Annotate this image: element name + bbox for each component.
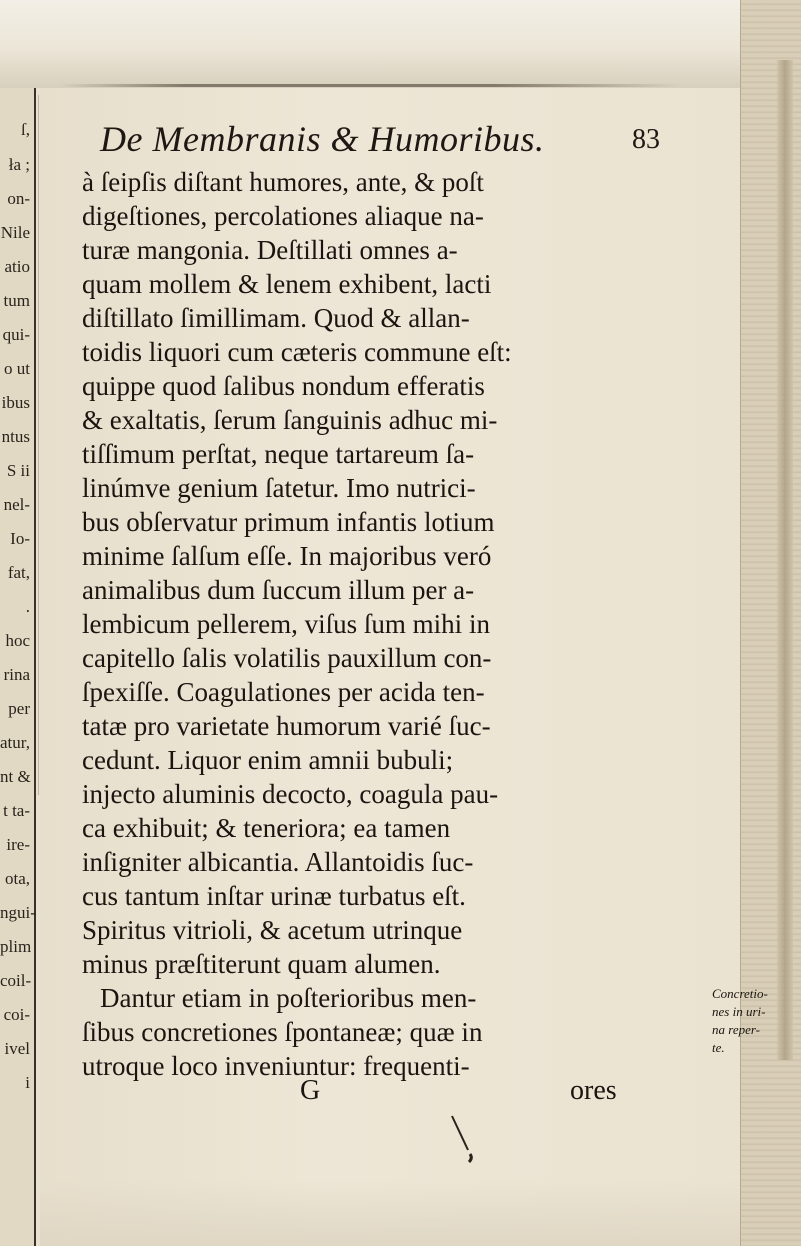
page-top-shadow bbox=[0, 0, 800, 88]
text-line: ſibus concretiones ſpontaneæ; quæ in bbox=[82, 1017, 483, 1047]
text-line: digeſtiones, percolationes aliaque na- bbox=[82, 201, 484, 231]
text-line: bus obſervatur primum infantis lotium bbox=[82, 507, 495, 537]
text-line: lembicum pellerem, viſus ſum mihi in bbox=[82, 609, 490, 639]
marginal-note-line: na reper- bbox=[712, 1022, 760, 1037]
left-fragment: S ii bbox=[6, 461, 30, 480]
text-line: animalibus dum ſuccum illum per a- bbox=[82, 575, 475, 605]
left-fragment: atur, bbox=[0, 733, 30, 752]
marginal-note-line: Concretio- bbox=[712, 986, 768, 1001]
left-fragment: ibus bbox=[1, 393, 30, 412]
catchword: ores bbox=[570, 1075, 617, 1106]
left-fragment: per bbox=[8, 699, 30, 718]
marginal-note-line: nes in uri- bbox=[712, 1004, 766, 1019]
page-title: De Membranis & Humoribus. bbox=[100, 119, 545, 159]
left-fragment: o ut bbox=[4, 359, 30, 378]
left-fragment: on- bbox=[7, 189, 30, 208]
left-fragment: coil- bbox=[0, 971, 32, 990]
left-fragment: . bbox=[25, 597, 30, 616]
text-line: minus præſtiterunt quam alumen. bbox=[82, 949, 441, 979]
text-line: tiſſimum perſtat, neque tartareum ſa- bbox=[82, 439, 475, 469]
left-fragment: fat, bbox=[7, 563, 30, 582]
text-line: Spiritus vitrioli, & acetum utrinque bbox=[82, 915, 463, 945]
facing-page-margin bbox=[0, 88, 36, 1246]
left-fragment: plim bbox=[0, 937, 32, 956]
running-head bbox=[100, 118, 720, 164]
text-line: quippe quod ſalibus nondum efferatis bbox=[82, 371, 485, 401]
left-fragment: ngui- bbox=[0, 903, 36, 922]
left-fragment: ntus bbox=[1, 427, 30, 446]
marginal-note-line: te. bbox=[712, 1040, 725, 1055]
text-line: tatæ pro varietate humorum varié ſuc- bbox=[82, 711, 491, 741]
text-line: utroque loco inveniuntur: frequenti- bbox=[82, 1051, 470, 1081]
text-line: ca exhibuit; & teneriora; ea tamen bbox=[82, 813, 451, 843]
edge-shadow bbox=[777, 60, 793, 1060]
text-line: cus tantum inſtar urinæ turbatus eſt. bbox=[82, 881, 466, 911]
gutter-rule bbox=[38, 95, 39, 795]
left-fragment: rina bbox=[3, 665, 30, 684]
text-line: & exaltatis, ſerum ſanguinis adhuc mi- bbox=[82, 405, 498, 435]
left-fragment: nt & bbox=[0, 767, 31, 786]
left-fragment: nel- bbox=[3, 495, 30, 514]
text-line: turæ mangonia. Deſtillati omnes a- bbox=[82, 235, 458, 265]
left-fragment: Io- bbox=[10, 529, 30, 548]
left-fragment: ivel bbox=[4, 1039, 30, 1058]
text-line: quam mollem & lenem exhibent, lacti bbox=[82, 269, 492, 299]
left-fragment: ota, bbox=[4, 869, 30, 888]
text-line: Dantur etiam in poſterioribus men- bbox=[100, 983, 477, 1013]
text-line: ſpexiſſe. Coagulationes per acida ten- bbox=[82, 677, 485, 707]
text-line: à ſeipſis diſtant humores, ante, & poſt bbox=[82, 167, 484, 197]
text-line: cedunt. Liquor enim amnii bubuli; bbox=[82, 745, 454, 775]
left-fragment: i bbox=[25, 1073, 30, 1092]
text-line: toidis liquori cum cæteris commune eſt: bbox=[82, 337, 512, 367]
book-edge bbox=[740, 0, 801, 1246]
left-fragment: t ta- bbox=[3, 801, 30, 820]
left-fragment: ire- bbox=[6, 835, 30, 854]
left-fragment: tum bbox=[3, 291, 30, 310]
page-bottom-shade bbox=[40, 1180, 740, 1246]
left-fragment: ła ; bbox=[8, 155, 30, 174]
ink-mark-icon bbox=[448, 1110, 478, 1170]
text-line: minime ſalſum eſſe. In majoribus veró bbox=[82, 541, 492, 571]
text-line: diſtillato ſimillimam. Quod & allan- bbox=[82, 303, 470, 333]
text-line: capitello ſalis volatilis pauxillum con- bbox=[82, 643, 492, 673]
left-fragment: ſ, bbox=[21, 120, 30, 139]
text-line: inſigniter albicantia. Allantoidis ſuc- bbox=[82, 847, 474, 877]
left-fragment: coi- bbox=[3, 1005, 30, 1024]
text-line: linúmve genium ſatetur. Imo nutrici- bbox=[82, 473, 476, 503]
left-fragment: qui- bbox=[2, 325, 30, 344]
text-line: injecto aluminis decocto, coagula pau- bbox=[82, 779, 499, 809]
left-fragment: atio bbox=[4, 257, 30, 276]
left-fragment: hoc bbox=[5, 631, 30, 650]
page-number: 83 bbox=[632, 124, 660, 155]
left-fragment: Nile bbox=[0, 223, 30, 242]
signature-mark: G bbox=[300, 1075, 321, 1106]
